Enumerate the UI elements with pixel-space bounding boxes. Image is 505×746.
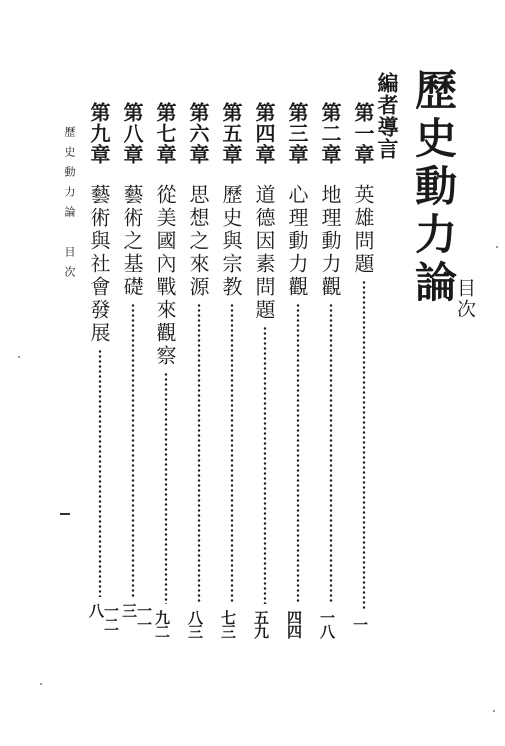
chapter-number: 第七章 [153, 102, 177, 165]
page-number: 一八 [318, 610, 336, 638]
paper-speck [40, 683, 42, 685]
page-number: 一一三 [120, 603, 153, 631]
book-title: 歷史動力論 [409, 68, 458, 308]
chapter-title: 思想之來源 [186, 184, 210, 299]
chapter-number: 第四章 [252, 102, 276, 165]
paper-speck [18, 356, 20, 358]
page-number: 九二 [153, 610, 171, 638]
toc-entry [350, 102, 380, 642]
toc-label: 目次 [454, 278, 476, 320]
chapter-number: 第二章 [318, 102, 342, 165]
chapter-number: 第六章 [186, 102, 210, 165]
chapter-title: 藝術之基礎 [120, 184, 144, 299]
dot-leader [329, 303, 333, 604]
chapter-title: 心理動力觀 [285, 184, 309, 299]
paper-speck [493, 710, 495, 712]
dot-leader [230, 303, 234, 604]
toc-entry [152, 102, 182, 642]
page-number: 八三 [186, 610, 204, 638]
chapter-number: 第九章 [87, 102, 111, 165]
toc-entry [317, 102, 347, 642]
chapter-number: 第三章 [285, 102, 309, 165]
toc-entry [86, 102, 120, 642]
chapter-number: 第八章 [120, 102, 144, 165]
dot-leader [296, 303, 300, 604]
chapter-title: 英雄問題 [351, 184, 375, 276]
dot-leader [263, 326, 267, 604]
page-number: 七三 [219, 610, 237, 638]
toc-entry [218, 102, 248, 642]
chapter-title: 歷史與宗教 [219, 184, 243, 299]
preface-heading: 編者導言 [375, 72, 400, 160]
running-head: 歷史動力論 目次 [63, 126, 76, 286]
page-folio [60, 513, 70, 515]
paper-speck [496, 246, 498, 248]
dot-leader [164, 372, 168, 604]
page-number: 一 [351, 617, 369, 631]
dot-leader [98, 349, 102, 597]
page-number: 五九 [252, 610, 270, 638]
dot-leader [362, 280, 366, 611]
chapter-title: 從美國內戰來觀察 [153, 184, 177, 368]
toc-entry [185, 102, 215, 642]
toc-entry [119, 102, 153, 642]
chapter-number: 第五章 [219, 102, 243, 165]
page-number: 一二八 [87, 603, 120, 631]
page-number: 四四 [285, 610, 303, 638]
toc-entry [284, 102, 314, 642]
chapter-title: 藝術與社會發展 [87, 184, 111, 345]
chapter-title: 道德因素問題 [252, 184, 276, 322]
dot-leader [131, 303, 135, 597]
chapter-number: 第一章 [351, 102, 375, 165]
dot-leader [197, 303, 201, 604]
chapter-title: 地理動力觀 [318, 184, 342, 299]
toc-entry [251, 102, 281, 642]
